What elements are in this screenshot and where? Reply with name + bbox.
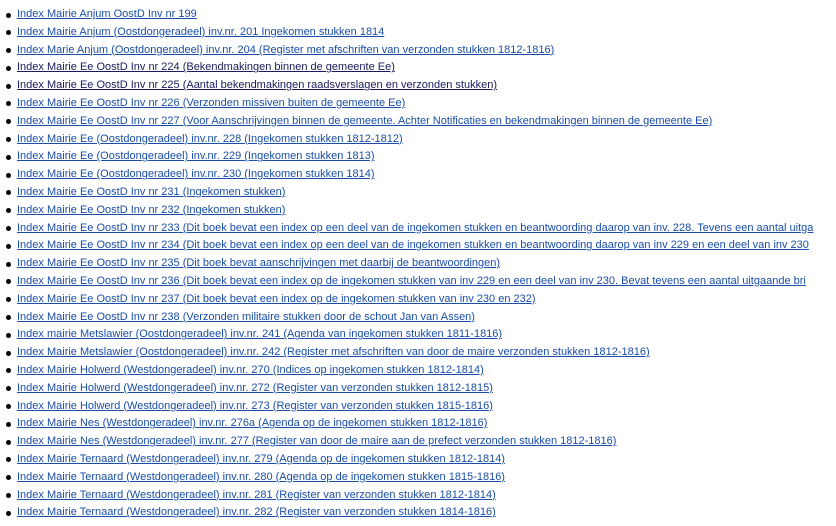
index-link[interactable]: Index Marie Anjum (Oostdongeradeel) inv.nr. 204 (Register met afschriften van verzonden stukken 1812-1816) [17, 43, 555, 56]
bullet-icon [6, 404, 11, 409]
index-link[interactable]: Index Mairie Ee (Oostdongeradeel) inv.nr. 230 (Ingekomen stukken 1814) [17, 168, 375, 181]
list-item [6, 398, 832, 416]
list-item [6, 59, 832, 77]
list-item [6, 451, 832, 469]
list-item [6, 291, 832, 309]
list-item [6, 362, 832, 380]
index-link[interactable]: Index Mairie Ee (Oostdongeradeel) inv.nr. 228 (Ingekomen stukken 1812-1812) [17, 132, 403, 145]
list-item [6, 487, 832, 505]
list-item [6, 6, 832, 24]
index-link[interactable]: Index mairie Metslawier (Oostdongeradeel) inv.nr. 241 (Agenda van ingekomen stukken 1811-1816) [17, 328, 503, 341]
index-link[interactable]: Index Mairie Ee OostD Inv nr 224 (Bekendmakingen binnen de gemeente Ee) [17, 61, 395, 74]
bullet-icon [6, 440, 11, 445]
index-link[interactable]: Index Mairie Anjum OostD Inv nr 199 [17, 8, 197, 20]
list-item [6, 220, 832, 238]
list-item [6, 273, 832, 291]
list-item [6, 380, 832, 398]
bullet-icon [6, 190, 11, 195]
bullet-icon [6, 422, 11, 427]
index-link[interactable]: Index Mairie Ee (Oostdongeradeel) inv.nr. 229 (Ingekomen stukken 1813) [17, 150, 375, 163]
list-item [6, 309, 832, 327]
index-link[interactable]: Index Mairie Ee OostD Inv nr 233 (Dit boek bevat een index op een deel van de ingekomen stukken en beantwoording daarop van inv. 228. Tevens een aantal uitga [17, 221, 814, 234]
index-link[interactable]: Index Mairie Ternaard (Westdongeradeel) inv.nr. 280 (Agenda op de ingekomen stukken 1815-1816) [17, 470, 505, 483]
index-link[interactable]: Index Mairie Metslawier (Oostdongeradeel) inv.nr. 242 (Register met afschriften van door de maire verzonden stukken 1812-1816) [17, 346, 650, 359]
bullet-icon [6, 84, 11, 89]
index-link[interactable]: Index Mairie Ternaard (Westdongeradeel) inv.nr. 281 (Register van verzonden stukken 1812-1814) [17, 488, 496, 501]
bullet-icon [6, 475, 11, 480]
index-link[interactable]: Index Mairie Ee OostD Inv nr 225 (Aantal bekendmakingen raadsverslagen en verzonden stukken) [17, 79, 497, 92]
bullet-icon [6, 262, 11, 267]
list-item [6, 344, 832, 362]
bullet-icon [6, 173, 11, 178]
index-link[interactable]: Index Mairie Ternaard (Westdongeradeel) inv.nr. 282 (Register van verzonden stukken 1814-1816) [17, 506, 496, 519]
index-link[interactable]: Index Mairie Ee OostD Inv nr 231 (Ingekomen stukken) [17, 185, 286, 198]
bullet-icon [6, 333, 11, 338]
index-link[interactable]: Index Mairie Nes (Westdongeradeel) inv.nr. 277 (Register van door de maire aan de prefect verzonden stukken 1812-1816) [17, 435, 617, 448]
bullet-icon [6, 386, 11, 391]
list-item [6, 237, 832, 255]
list-item [6, 131, 832, 149]
list-item [6, 433, 832, 451]
list-item [6, 202, 832, 220]
bullet-icon [6, 368, 11, 373]
list-item [6, 415, 832, 433]
list-item [6, 166, 832, 184]
index-link-list [6, 6, 832, 522]
index-link[interactable]: Index Mairie Holwerd (Westdongeradeel) inv.nr. 272 (Register van verzonden stukken 1812-1815) [17, 381, 493, 394]
bullet-icon [6, 137, 11, 142]
list-item [6, 77, 832, 95]
list-item [6, 24, 832, 42]
bullet-icon [6, 119, 11, 124]
index-link[interactable]: Index Mairie Ternaard (Westdongeradeel) inv.nr. 279 (Agenda op de ingekomen stukken 1812-1814) [17, 452, 505, 465]
bullet-icon [6, 244, 11, 249]
list-item [6, 255, 832, 273]
bullet-icon [6, 30, 11, 35]
bullet-icon [6, 48, 11, 53]
list-item [6, 184, 832, 202]
index-link[interactable]: Index Mairie Nes (Westdongeradeel) inv.nr. 276a (Agenda op de ingekomen stukken 1812-1816) [17, 417, 488, 430]
bullet-icon [6, 155, 11, 160]
list-item [6, 469, 832, 487]
bullet-icon [6, 66, 11, 71]
index-link[interactable]: Index Mairie Ee OostD Inv nr 235 (Dit boek bevat aanschrijvingen met daarbij de beantwoordingen) [17, 257, 501, 270]
bullet-icon [6, 279, 11, 284]
bullet-icon [6, 226, 11, 231]
bullet-icon [6, 351, 11, 356]
list-item [6, 113, 832, 131]
bullet-icon [6, 208, 11, 213]
index-link[interactable]: Index Mairie Anjum (Oostdongeradeel) inv.nr. 201 Ingekomen stukken 1814 [17, 25, 385, 38]
bullet-icon [6, 315, 11, 320]
bullet-icon [6, 101, 11, 106]
list-item [6, 326, 832, 344]
index-link[interactable]: Index Mairie Ee OostD Inv nr 226 (Verzonden missiven buiten de gemeente Ee) [17, 96, 406, 109]
index-link[interactable]: Index Mairie Holwerd (Westdongeradeel) inv.nr. 273 (Register van verzonden stukken 1815-1816) [17, 399, 493, 412]
bullet-icon [6, 457, 11, 462]
list-item [6, 42, 832, 60]
bullet-icon [6, 13, 11, 18]
index-link[interactable]: Index Mairie Ee OostD Inv nr 238 (Verzonden militaire stukken door de schout Jan van Assen) [17, 310, 475, 323]
bullet-icon [6, 511, 11, 516]
index-link[interactable]: Index Mairie Ee OostD Inv nr 234 (Dit boek bevat een index op een deel van de ingekomen stukken en beantwoording daarop van inv 229 en een deel van inv 230 [17, 239, 809, 252]
list-item [6, 148, 832, 166]
index-link[interactable]: Index Mairie Ee OostD Inv nr 236 (Dit boek bevat een index op de ingekomen stukken van inv 229 en een deel van inv 230. Bevat tevens een aantal uitgaande bri [17, 274, 806, 287]
index-link[interactable]: Index Mairie Ee OostD Inv nr 237 (Dit boek bevat een index op de ingekomen stukken van inv 230 en 232) [17, 292, 536, 305]
index-link[interactable]: Index Mairie Ee OostD Inv nr 227 (Voor Aanschrijvingen binnen de gemeente. Achter Notificaties en bekendmakingen binnen de gemeente Ee) [17, 114, 713, 127]
bullet-icon [6, 297, 11, 302]
bullet-icon [6, 493, 11, 498]
index-link[interactable]: Index Mairie Holwerd (Westdongeradeel) inv.nr. 270 (Indices op ingekomen stukken 1812-1814) [17, 363, 484, 376]
list-item [6, 504, 832, 522]
index-link[interactable]: Index Mairie Ee OostD Inv nr 232 (Ingekomen stukken) [17, 203, 286, 216]
list-item [6, 95, 832, 113]
